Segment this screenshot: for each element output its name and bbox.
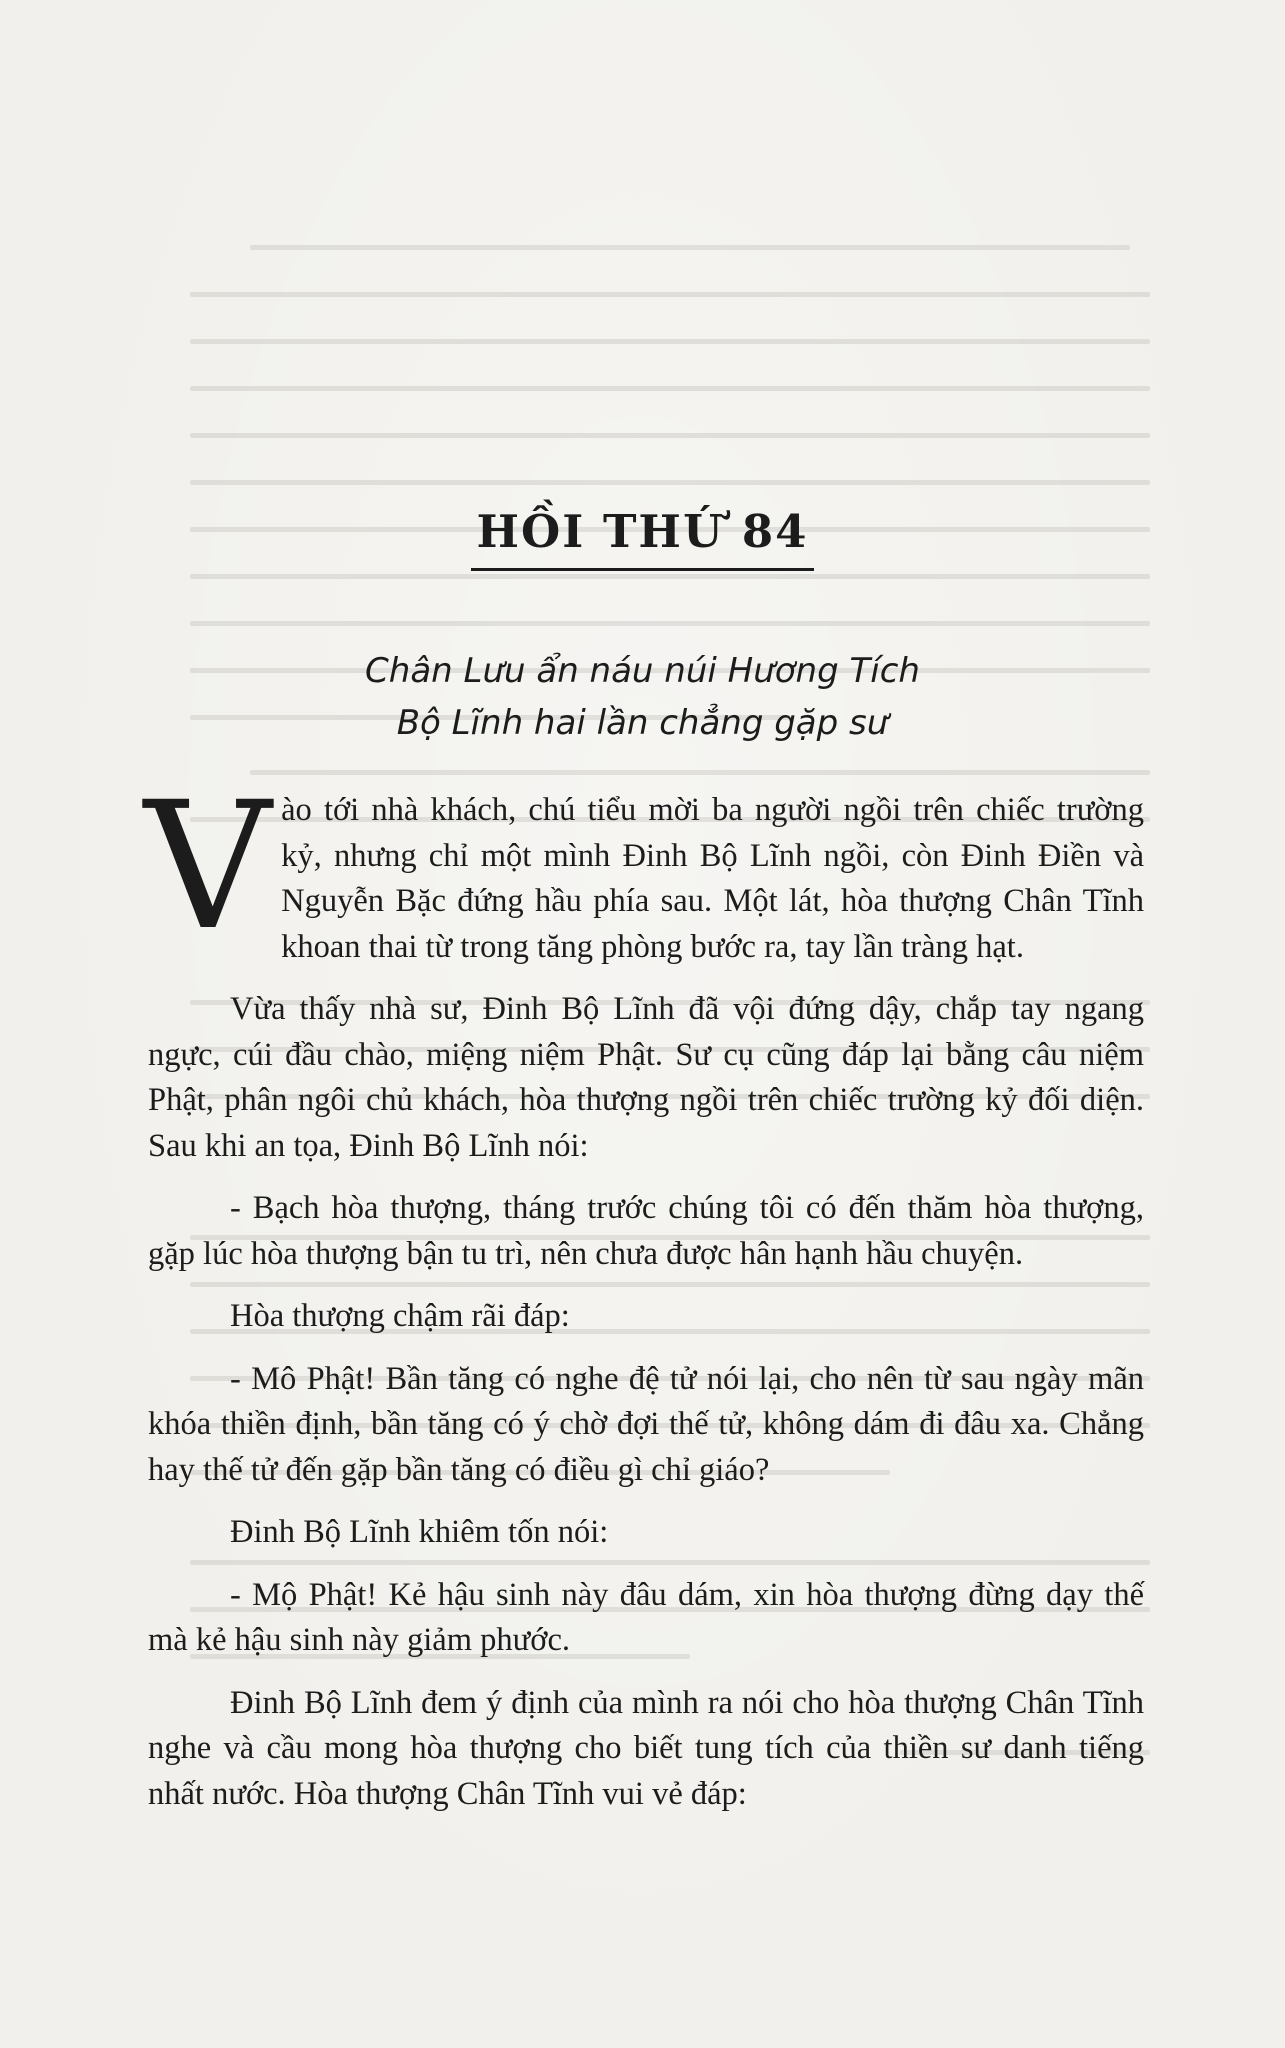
paragraph: Đinh Bộ Lĩnh khiêm tốn nói: [230, 1514, 609, 1550]
opening-paragraph [144, 764, 1144, 970]
subtitle-line-2: Bộ Lĩnh hai lần chẳng gặp sư [396, 703, 889, 743]
body-text [144, 764, 1144, 1834]
paragraph: Đinh Bộ Lĩnh đem ý định của mình ra nói cho hòa thượng Chân Tĩnh nghe và cầu mong hòa thượng cho biết tung tích của thiền sư danh tiếng nhất nước. Hòa thượng Chân Tĩnh vui vẻ đáp: [148, 1684, 1144, 1812]
chapter-heading [0, 505, 1285, 571]
opening-paragraph-text: ào tới nhà khách, chú tiểu mời ba người ngồi trên chiếc trường kỷ, nhưng chỉ một mình Đinh Bộ Lĩnh ngồi, còn Đinh Điền và Nguyễn Bặc đứng hầu phía sau. Một lát, hòa thượng Chân Tĩnh khoan thai từ trong tăng phòng bước ra, tay lần tràng hạt. [281, 792, 1144, 965]
subtitle-line-1: Chân Lưu ẩn náu núi Hương Tích [365, 651, 920, 691]
paragraph: - Mô Phật! Bần tăng có nghe đệ tử nói lại, cho nên từ sau ngày mãn khóa thiền định, bần tăng có ý chờ đợi thế tử, không dám đi đâu xa. Chẳng hay thế tử đến gặp bần tăng có điều gì chỉ giáo? [148, 1360, 1144, 1488]
paragraph: Hòa thượng chậm rãi đáp: [230, 1298, 570, 1334]
drop-cap: V [144, 764, 272, 969]
paragraph: - Bạch hòa thượng, tháng trước chúng tôi có đến thăm hòa thượng, gặp lúc hòa thượng bận tu trì, nên chưa được hân hạnh hầu chuyện. [148, 1190, 1144, 1272]
chapter-title: HỒI THỨ 84 [471, 505, 815, 571]
paragraph: - Mộ Phật! Kẻ hậu sinh này đâu dám, xin hòa thượng đừng dạy thế mà kẻ hậu sinh này giảm phước. [148, 1576, 1144, 1658]
chapter-subtitle [0, 645, 1285, 749]
paragraph: Vừa thấy nhà sư, Đinh Bộ Lĩnh đã vội đứng dậy, chắp tay ngang ngực, cúi đầu chào, miệng niệm Phật. Sư cụ cũng đáp lại bằng câu niệm Phật, phân ngôi chủ khách, hòa thượng ngồi trên chiếc trường kỷ đối diện. Sau khi an tọa, Đinh Bộ Lĩnh nói: [148, 991, 1144, 1164]
